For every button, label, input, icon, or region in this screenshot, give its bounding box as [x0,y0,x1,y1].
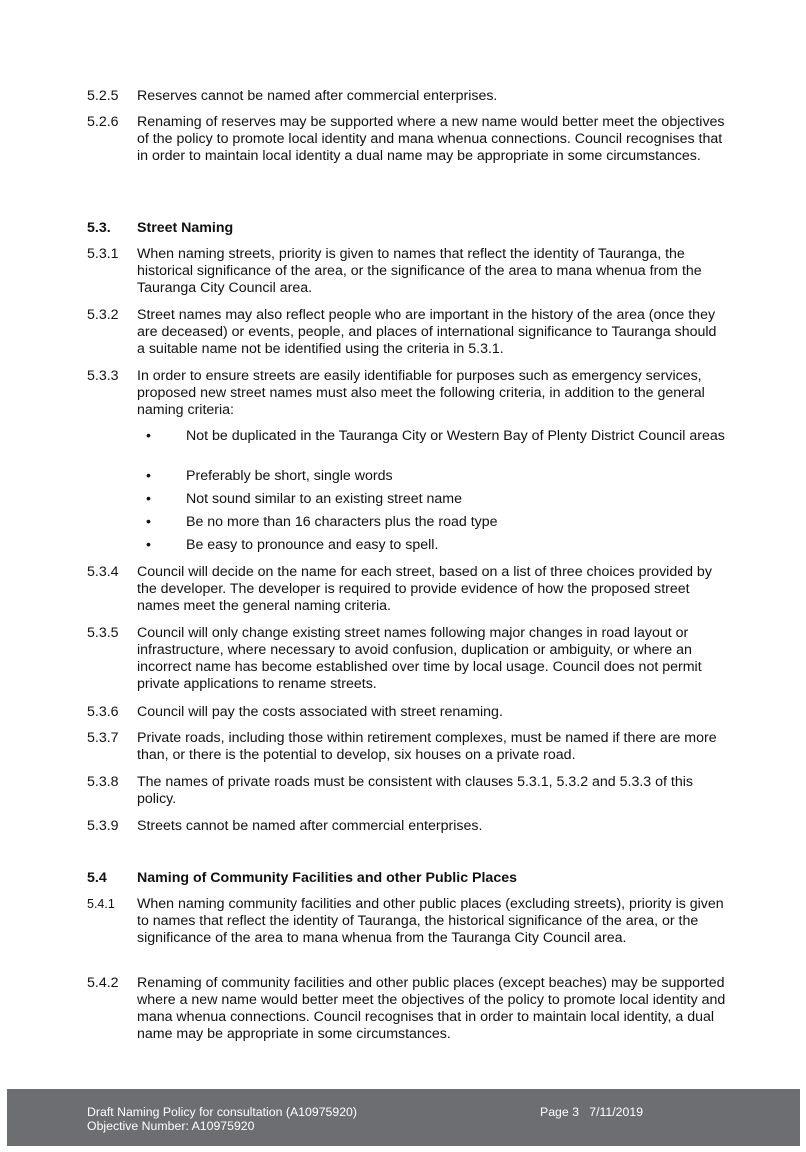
clause-number: 5.4.1 [87,897,115,911]
list-item [146,537,726,554]
footer-page-info [540,1105,643,1119]
clause-text: Reserves cannot be named after commercial enterprises. [137,88,498,104]
list-item-text: Not sound similar to an existing street name [186,491,462,507]
list-item [146,468,726,485]
clause-5-3-3 [87,368,727,419]
clause-5-3-4 [87,564,727,615]
section-heading-5-3 [87,220,233,237]
clause-number: 5.3.2 [87,307,119,323]
clause-text: Council will pay the costs associated with street renaming. [137,704,503,720]
bullet-icon: • [146,428,151,444]
clause-number: 5.3.8 [87,774,119,790]
clause-number: 5.3.4 [87,564,119,580]
list-item-text: Be easy to pronounce and easy to spell. [186,537,439,553]
clause-text: Council will only change existing street names following major changes in road layout or infrastructure, where necessary to avoid confusion, duplication or ambiguity, or where an incorrect name has become established over time by local usage. Council does not permit private applications to rename streets. [137,625,702,692]
clause-number: 5.3.5 [87,625,119,641]
clause-5-3-8 [87,774,727,808]
clause-5-4-1 [87,896,727,947]
clause-5-3-7 [87,730,727,764]
clause-text: Private roads, including those within retirement complexes, must be named if there are more than, or there is the potential to develop, six houses on a private road. [137,730,717,763]
bullet-icon: • [146,514,151,530]
page-footer [7,1089,800,1146]
clause-number: 5.3.3 [87,368,119,384]
clause-text: Council will decide on the name for each street, based on a list of three choices provided by the developer. The developer is required to provide evidence of how the proposed street names meet the general naming criteria. [137,564,712,614]
clause-5-2-5 [87,88,727,105]
footer-page-number: Page 3 [540,1105,579,1119]
clause-text: When naming streets, priority is given to names that reflect the identity of Tauranga, the historical significance of the area, or the significance of the area to mana whenua from the Tauranga City Council area. [137,246,702,296]
footer-date: 7/11/2019 [589,1105,644,1119]
clause-text: Streets cannot be named after commercial enterprises. [137,818,483,834]
clause-text: When naming community facilities and other public places (excluding streets), priority is given to names that reflect the identity of Tauranga, the historical significance of the area, or the significance of the area to mana whenua from the Tauranga City Council area. [137,896,724,946]
clause-number: 5.4.2 [87,975,119,991]
clause-5-3-5 [87,625,727,693]
list-item-text: Be no more than 16 characters plus the road type [186,514,498,530]
clause-number: 5.3.7 [87,730,119,746]
list-item [146,491,726,508]
clause-number: 5.2.6 [87,114,119,130]
section-number: 5.4 [87,870,107,886]
clause-number: 5.2.5 [87,88,119,104]
clause-text: Street names may also reflect people who are important in the history of the area (once they are deceased) or events, people, and places of international significance to Tauranga should a suitable name not be identified using the criteria in 5.3.1. [137,307,717,357]
clause-5-3-6 [87,704,727,721]
clause-5-3-2 [87,307,727,358]
bullet-icon: • [146,491,151,507]
clause-text: Renaming of reserves may be supported where a new name would better meet the objectives of the policy to promote local identity and mana whenua connections. Council recognises that in order to maintain local identity a dual name may be appropriate in some circumstances. [137,114,725,164]
clause-text: In order to ensure streets are easily identifiable for purposes such as emergency services, proposed new street names must also meet the following criteria, in addition to the general naming criteria: [137,368,705,418]
list-item-text: Preferably be short, single words [186,468,393,484]
clause-number: 5.3.6 [87,704,119,720]
clause-text: Renaming of community facilities and other public places (except beaches) may be supported where a new name would better meet the objectives of the policy to promote local identity and mana whenua connections. Council recognises that in order to maintain local identity, a dual name may be appropriate in some circumstances. [137,975,726,1042]
list-item [146,428,726,445]
section-title: Naming of Community Facilities and other Public Places [137,870,517,886]
clause-5-4-2 [87,975,727,1043]
footer-objective-number: Objective Number: A10975920 [87,1119,255,1133]
clause-text: The names of private roads must be consistent with clauses 5.3.1, 5.3.2 and 5.3.3 of this policy. [137,774,693,807]
section-title: Street Naming [137,220,234,236]
footer-document-info [87,1105,357,1133]
bullet-icon: • [146,468,151,484]
footer-document-title: Draft Naming Policy for consultation (A10975920) [87,1105,357,1119]
section-number: 5.3. [87,220,111,236]
clause-5-3-9 [87,818,727,835]
section-heading-5-4 [87,870,517,887]
list-item-text: Not be duplicated in the Tauranga City or Western Bay of Plenty District Council areas [186,428,725,444]
clause-5-3-1 [87,246,727,297]
list-item [146,514,726,531]
clause-number: 5.3.1 [87,246,119,262]
clause-number: 5.3.9 [87,818,119,834]
clause-5-2-6 [87,114,727,165]
bullet-icon: • [146,537,151,553]
